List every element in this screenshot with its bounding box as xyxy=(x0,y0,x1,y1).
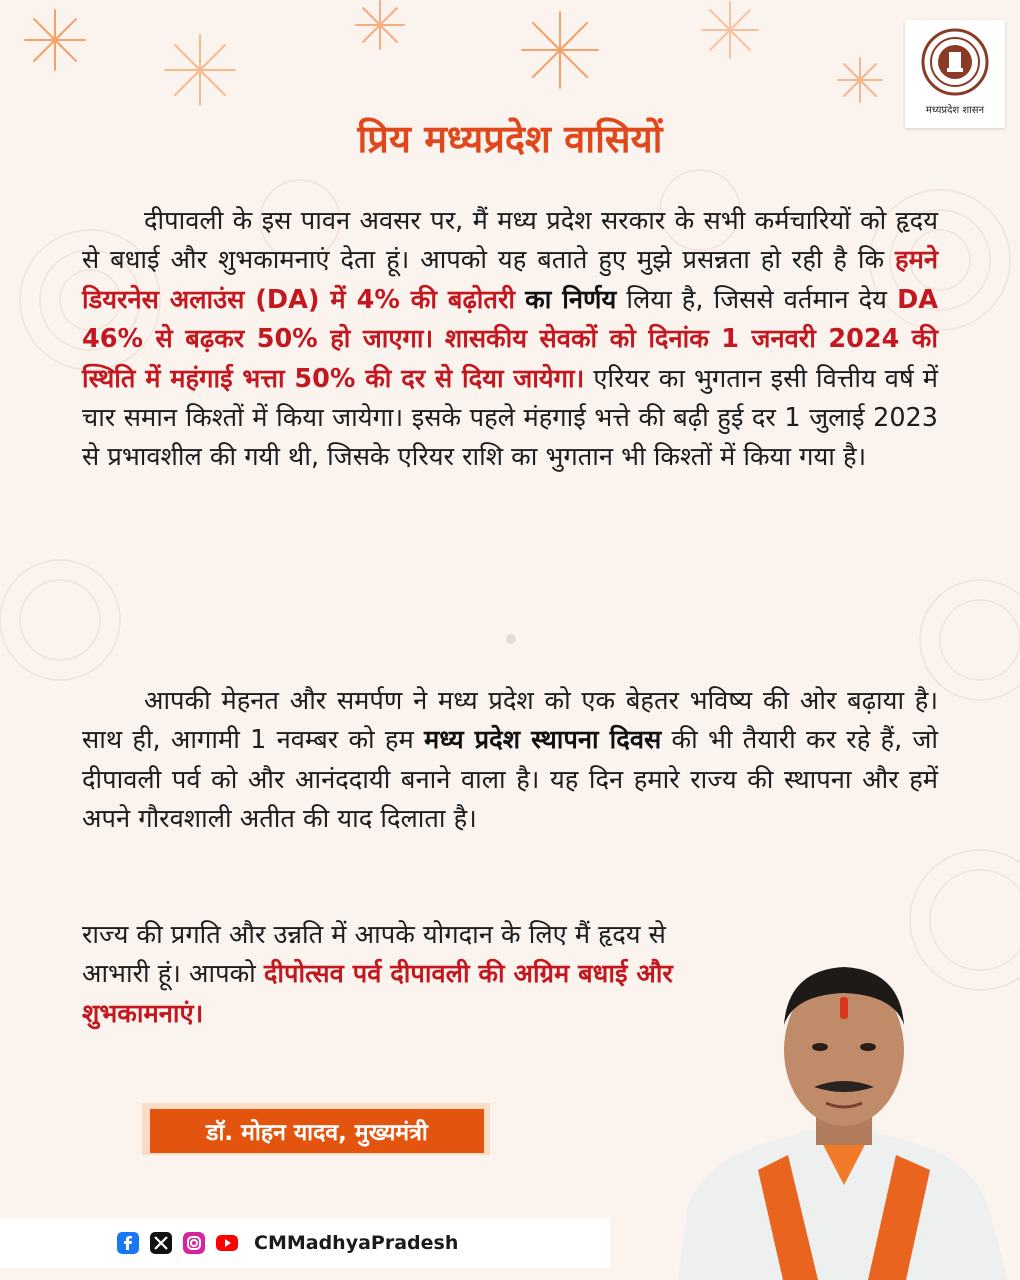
paragraph1-text-2: लिया है, जिससे वर्तमान देय xyxy=(616,284,898,315)
paragraph3-text-1: राज्य की प्रगति और उन्नति में आपके योगदान के लिए मैं हृदय से आभारी हूं। आपको xyxy=(82,920,666,990)
instagram-icon[interactable] xyxy=(182,1231,206,1255)
paragraph-foundation-day xyxy=(82,682,938,840)
fireworks-decoration xyxy=(0,0,1020,130)
logo-caption: मध्यप्रदेश शासन xyxy=(925,105,985,116)
paragraph2-text-2: की भी तैयारी कर रहे हैं, जो दीपावली पर्व को और आनंददायी बनाने वाला है। यह दिन हमारे राज्य की स्थापना और हमें अपने गौरवशाली अतीत की याद दिलाता है। xyxy=(82,725,938,835)
facebook-icon[interactable] xyxy=(116,1231,140,1255)
x-icon[interactable] xyxy=(149,1231,173,1255)
paragraph1-bold-1: का निर्णय xyxy=(525,284,617,315)
youtube-icon[interactable] xyxy=(215,1231,239,1255)
paragraph1-highlight-3: शासकीय सेवकों को दिनांक 1 जनवरी 2024 की स्थिति में महंगाई भत्ता 50% की दर से दिया जायेगा। xyxy=(82,324,938,394)
paragraph2-bold-1: मध्य प्रदेश स्थापना दिवस xyxy=(423,725,662,756)
signature-banner: डॉ. मोहन यादव, मुख्यमंत्री xyxy=(150,1109,484,1153)
social-footer xyxy=(0,1218,610,1268)
paragraph1-text-3: एरियर का भुगतान इसी वित्तीय वर्ष में चार समान किश्तों में किया जायेगा। इसके पहले मंहगाई भत्ते की बढ़ी हुई दर 1 जुलाई 2023 से प्रभावशील की गयी थी, जिसके एरियर राशि का भुगतान भी किश्तों में किया गया है। xyxy=(82,363,939,473)
paragraph1-highlight-2: DA 46% से बढ़कर 50% हो जाएगा। xyxy=(82,284,938,355)
decorative-dot xyxy=(506,634,516,644)
chief-minister-portrait xyxy=(668,955,1020,1280)
page-title: प्रिय मध्यप्रदेश वासियों xyxy=(357,117,663,161)
social-links xyxy=(116,1231,458,1255)
paragraph2-text-1: आपकी मेहनत और समर्पण ने मध्य प्रदेश को एक बेहतर भविष्य की ओर बढ़ाया है। साथ ही, आगामी 1 नवम्बर को हम xyxy=(82,686,938,756)
paragraph1-text-1: दीपावली के इस पावन अवसर पर, मैं मध्य प्रदेश सरकार के सभी कर्मचारियों को हृदय से बधाई और शुभकामनाएं देता हूं। आपको यह बताते हुए मुझे प्रसन्नता हो रही है कि xyxy=(82,206,938,276)
paragraph-da-announcement xyxy=(82,202,938,478)
mp-emblem-icon xyxy=(921,28,989,96)
paragraph3-highlight-1: दीपोत्सव पर्व दीपावली की अग्रिम बधाई और शुभकामनाएं। xyxy=(82,959,673,1029)
social-handle[interactable]: CMMadhyaPradesh xyxy=(254,1232,459,1254)
paragraph-gratitude xyxy=(82,916,682,1034)
paragraph1-highlight-1: हमने डियरनेस अलाउंस (DA) में 4% की बढ़ोतरी xyxy=(82,245,938,315)
